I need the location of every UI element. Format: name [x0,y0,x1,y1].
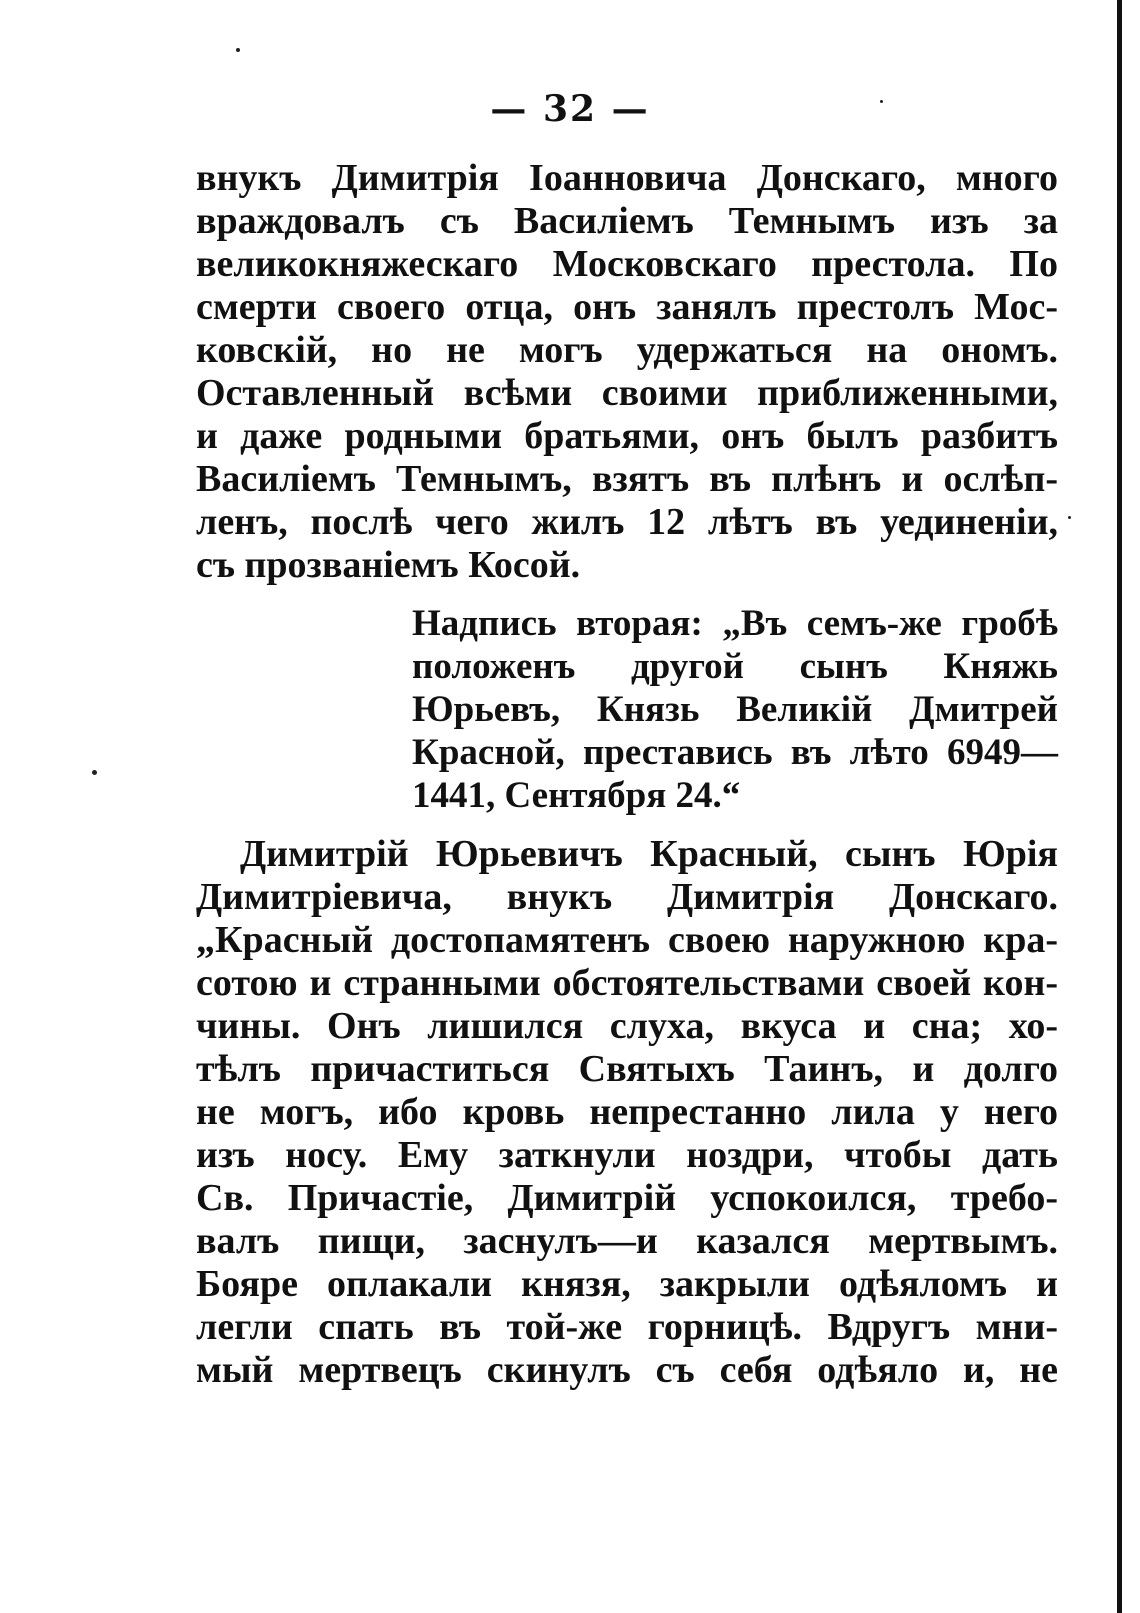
text-line: Димитріевича, внукъ Димитрія Донскаго. [196,876,1058,918]
text-line: великокняжескаго Московскаго престола. По [196,243,1058,285]
inscription-line: положенъ другой сынъ Княжь [412,646,1058,687]
text-line: не могъ, ибо кровь непрестанно лила у него [196,1091,1058,1133]
text-line: валъ пищи, заснулъ—и казался мертвымъ. [196,1220,1058,1262]
text-line: смерти своего отца, онъ занялъ престолъ Мос- [196,286,1058,328]
scan-speck [92,770,97,775]
inscription-line: Надпись вторая: „Въ семъ-же гробѣ [412,603,1058,644]
text-line: ленъ, послѣ чего жилъ 12 лѣтъ въ уединеніи, [196,501,1058,543]
inscription-line: Юрьевъ, Князь Великій Дмитрей [412,689,1058,730]
text-line: внукъ Димитрія Іоанновича Донскаго, много [196,157,1058,199]
text-line: враждовалъ съ Василіемъ Темнымъ изъ за [196,200,1058,242]
text-line: легли спать въ той-же горницѣ. Вдругъ мни- [196,1306,1058,1348]
text-line: Бояре оплакали князя, закрыли одѣяломъ и [196,1263,1058,1305]
text-line: съ прозваніемъ Косой. [196,544,581,586]
text-line: сотою и странными обстоятельствами своей кон- [196,962,1058,1004]
text-line: Св. Причастіе, Димитрій успокоился, требо- [196,1177,1058,1219]
text-line: мый мертвецъ скинулъ съ себя одѣяло и, не [196,1349,1058,1391]
text-line: чины. Онъ лишился слуха, вкуса и сна; хо- [196,1005,1058,1047]
scan-speck [1068,516,1071,519]
text-line: Димитрій Юрьевичъ Красный, сынъ Юрія [240,833,1058,875]
scan-speck [880,100,883,103]
inscription-line: 1441, Сентября 24.“ [412,775,741,816]
text-line: ковскій, но не могъ удержаться на ономъ. [196,329,1058,371]
text-line: Оставленный всѣми своими приближенными, [196,372,1058,414]
inscription-line: Красной, преставись въ лѣто 6949— [412,732,1058,773]
page-edge-rule [1117,0,1122,1613]
text-line: „Красный достопамятенъ своею наружною кра- [196,919,1058,961]
text-line: Василіемъ Темнымъ, взятъ въ плѣнъ и ослѣп- [196,458,1058,500]
text-line: и даже родными братьями, онъ былъ разбитъ [196,415,1058,457]
text-line: изъ носу. Ему заткнули ноздри, чтобы дать [196,1134,1058,1176]
page-number: — 32 — [490,88,650,130]
text-line: тѣлъ причаститься Святыхъ Таинъ, и долго [196,1048,1058,1090]
scan-speck [236,48,240,52]
